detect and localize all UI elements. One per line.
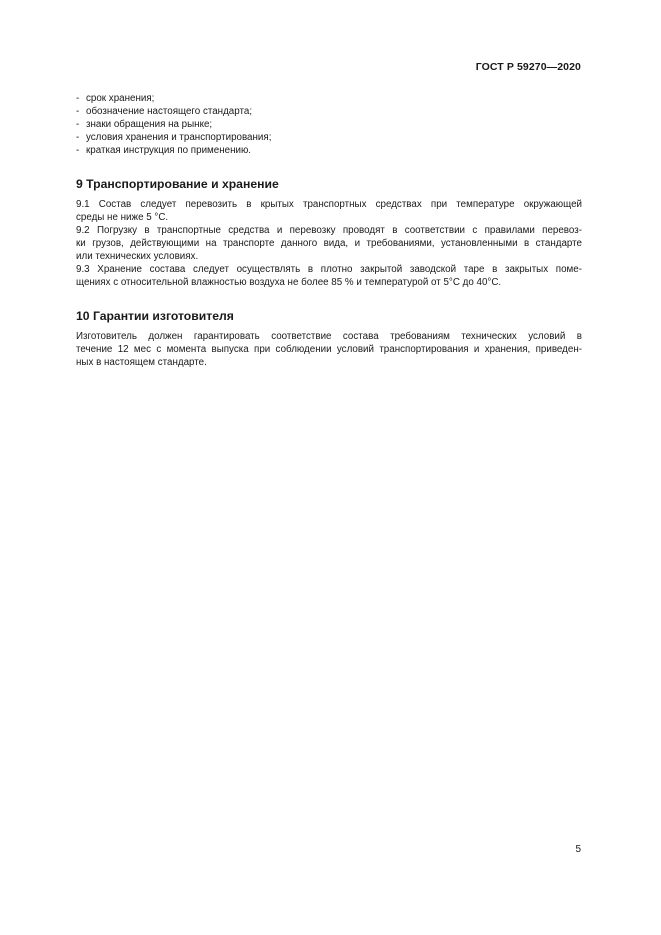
paragraph-line: 9.3 Хранение состава следует осуществлять в плотно закрытой заводской таре в закрытых поме- bbox=[76, 264, 582, 275]
list-dash: - bbox=[76, 119, 80, 130]
list-item-text: обозначение настоящего стандарта; bbox=[86, 106, 253, 117]
list-item-text: условия хранения и транспортирования; bbox=[86, 132, 272, 143]
list-dash: - bbox=[76, 93, 80, 104]
section-10-title: 10 Гарантии изготовителя bbox=[76, 309, 234, 323]
page-number: 5 bbox=[575, 844, 581, 855]
paragraph-9-3 bbox=[76, 263, 582, 289]
list-item-text: краткая инструкция по применению. bbox=[86, 145, 252, 156]
paragraph-line: среды не ниже 5 °С. bbox=[76, 212, 169, 223]
paragraph-line: или технических условиях. bbox=[76, 251, 199, 262]
list-item-text: срок хранения; bbox=[86, 93, 155, 104]
paragraph-line: 9.2 Погрузку в транспортные средства и перевозку проводят в соответствии с правилами перевоз- bbox=[76, 225, 582, 236]
paragraph-line: течение 12 мес с момента выпуска при соблюдении условий транспортирования и хранения, приведен- bbox=[76, 344, 582, 355]
paragraph-line: ных в настоящем стандарте. bbox=[76, 357, 207, 368]
paragraph-line: ки грузов, действующими на транспорте данного вида, и требованиями, установленными в стандарте bbox=[76, 238, 582, 249]
paragraph-9-2 bbox=[76, 224, 582, 263]
document-id: ГОСТ Р 59270—2020 bbox=[475, 61, 581, 73]
list-dash: - bbox=[76, 132, 80, 143]
list-dash: - bbox=[76, 145, 80, 156]
section-9-title: 9 Транспортирование и хранение bbox=[76, 177, 279, 191]
paragraph-line: 9.1 Состав следует перевозить в крытых транспортных средствах при температуре окружающей bbox=[76, 199, 582, 210]
list-item bbox=[76, 144, 582, 157]
list-item-text: знаки обращения на рынке; bbox=[86, 119, 213, 130]
paragraph-9-1 bbox=[76, 198, 582, 224]
paragraph-10-1 bbox=[76, 330, 582, 369]
marking-list bbox=[76, 92, 582, 157]
list-item bbox=[76, 118, 582, 131]
list-item bbox=[76, 131, 582, 144]
paragraph-line: Изготовитель должен гарантировать соответствие состава требованиям технических условий в bbox=[76, 331, 582, 342]
page-content bbox=[76, 92, 582, 369]
list-item bbox=[76, 92, 582, 105]
list-dash: - bbox=[76, 106, 80, 117]
list-item bbox=[76, 105, 582, 118]
paragraph-line: щениях с относительной влажностью воздуха не более 85 % и температурой от 5°С до 40°С. bbox=[76, 277, 502, 288]
